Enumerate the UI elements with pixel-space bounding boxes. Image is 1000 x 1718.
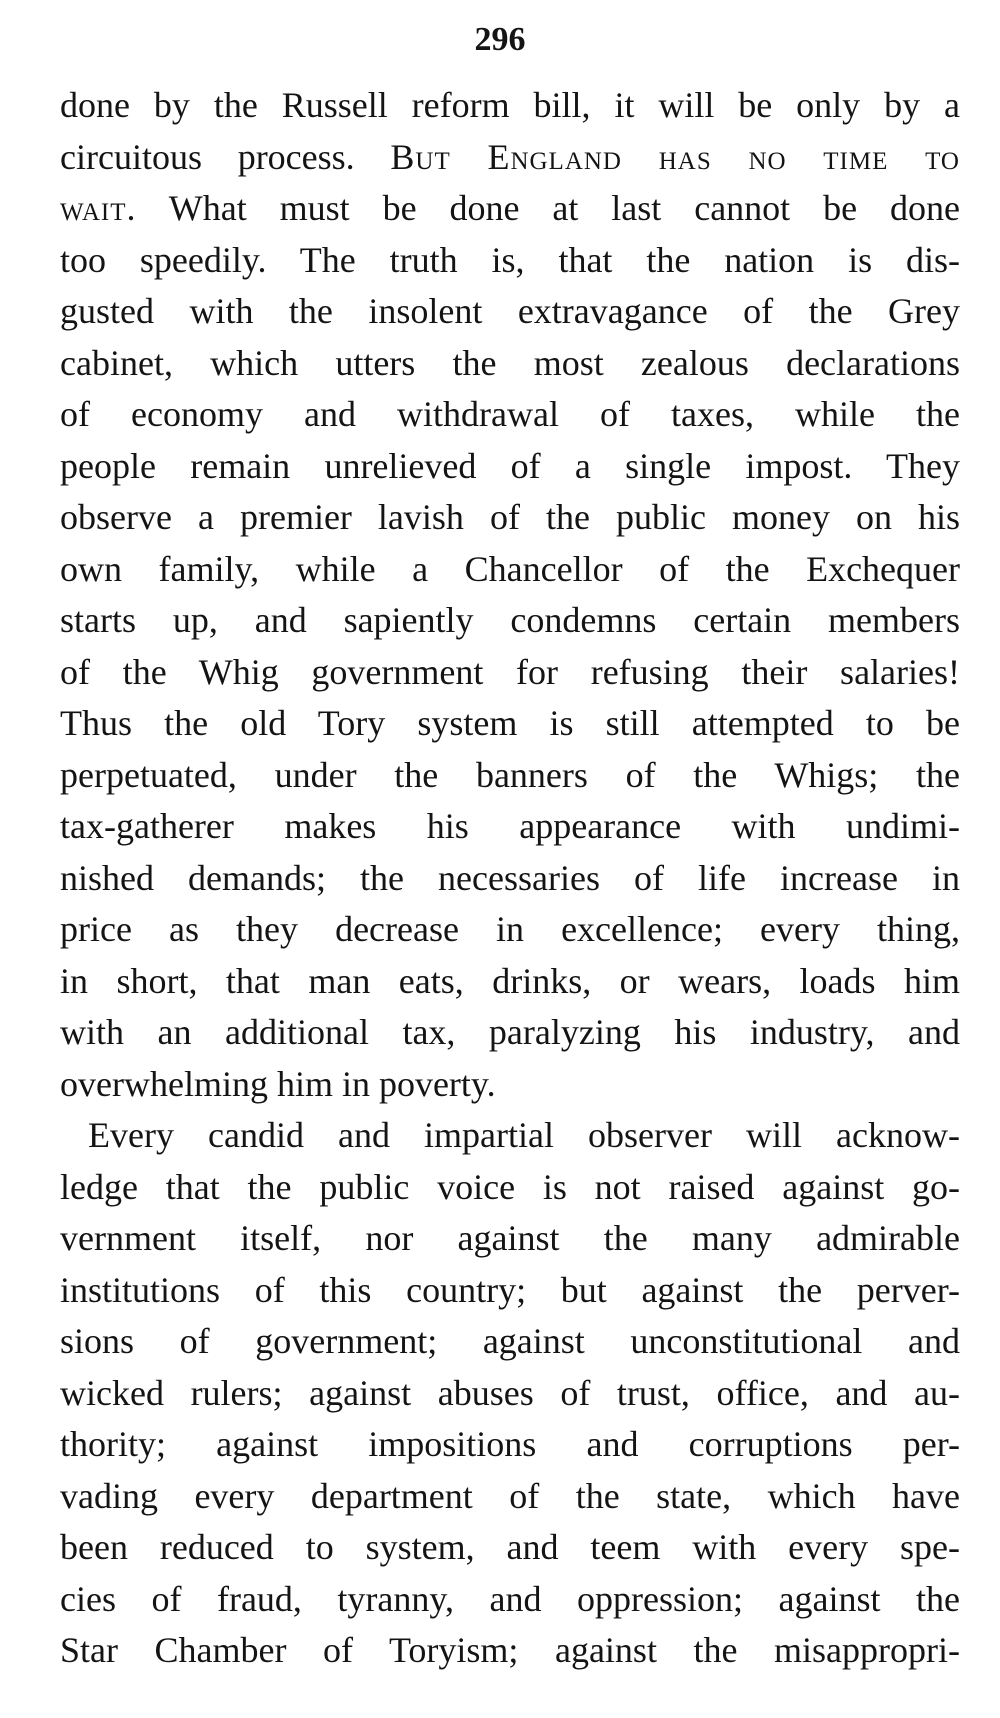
small-caps-emphasis: But England has no time to	[390, 136, 960, 177]
text-line: perpetuated, under the banners of the Whigs; the	[60, 754, 960, 795]
text-line: observe a premier lavish of the public money on his	[60, 497, 960, 537]
text-line: starts up, and sapiently condemns certain members	[60, 600, 960, 640]
text-line: wicked rulers; against abuses of trust, office, and au-	[60, 1372, 960, 1413]
text-line: gusted with the insolent extravagance of the Grey	[60, 291, 960, 331]
text-line: cies of fraud, tyranny, and oppression; against the	[60, 1578, 960, 1619]
text-line: Star Chamber of Toryism; against the misappropri-	[60, 1630, 960, 1670]
text-line: with an additional tax, paralyzing his industry, and	[60, 1012, 960, 1052]
text-line: sions of government; against unconstitutional and	[60, 1321, 960, 1361]
text-line: of economy and withdrawal of taxes, while the	[60, 394, 960, 434]
text-line: nished demands; the necessaries of life increase in	[60, 857, 960, 898]
small-caps-emphasis: wait.	[60, 188, 137, 228]
text-line: thority; against impositions and corruptions per-	[60, 1424, 960, 1464]
text-line: ledge that the public voice is not raised against go-	[60, 1166, 960, 1207]
text-line: of the Whig government for refusing their salaries!	[60, 651, 960, 692]
text-line: done by the Russell reform bill, it will be only by a	[60, 85, 960, 125]
paragraph-end-line: overwhelming him in poverty.	[60, 1063, 496, 1104]
text-line: people remain unrelieved of a single impost. They	[60, 445, 960, 486]
page-number: 296	[474, 21, 526, 58]
text-line: circuitous process. But England has no time to	[60, 136, 960, 177]
text-line: tax-gatherer makes his appearance with undimi-	[60, 806, 960, 846]
text-line: too speedily. The truth is, that the nation is dis-	[60, 239, 960, 280]
text-line: institutions of this country; but against the perver-	[60, 1269, 960, 1310]
text-line: in short, that man eats, drinks, or wears, loads him	[60, 960, 960, 1001]
text-line: vading every department of the state, which have	[60, 1475, 960, 1516]
text-line: cabinet, which utters the most zealous declarations	[60, 342, 960, 383]
text-line: wait. What must be done at last cannot be done	[60, 188, 960, 228]
paragraph-start-line: Every candid and impartial observer will acknow-	[88, 1115, 960, 1155]
text-line: own family, while a Chancellor of the Exchequer	[60, 548, 960, 589]
text-line: been reduced to system, and teem with every spe-	[60, 1527, 960, 1567]
text-line: price as they decrease in excellence; every thing,	[60, 909, 960, 949]
text-line: Thus the old Tory system is still attempted to be	[60, 703, 960, 743]
body-text	[60, 80, 960, 1677]
text-line: vernment itself, nor against the many admirable	[60, 1218, 960, 1258]
